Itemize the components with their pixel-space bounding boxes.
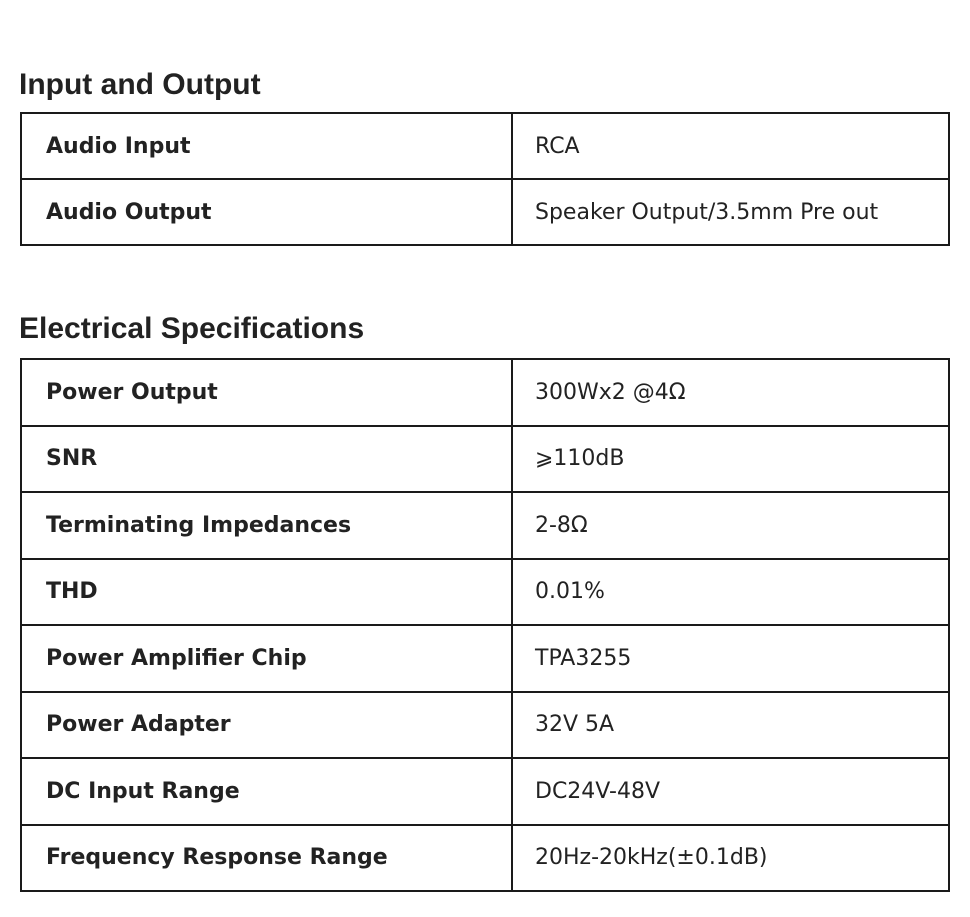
spec-label: Power Output — [21, 359, 512, 426]
spec-value: ⩾110dB — [512, 426, 949, 493]
spec-value: 300Wx2 @4Ω — [512, 359, 949, 426]
spec-label: DC Input Range — [21, 758, 512, 825]
spec-label: Frequency Response Range — [21, 825, 512, 892]
spec-value: 2-8Ω — [512, 492, 949, 559]
table-row — [21, 179, 949, 245]
spec-table-input-output — [20, 112, 950, 246]
table-row — [21, 758, 949, 825]
table-row — [21, 359, 949, 426]
spec-label: Audio Output — [21, 179, 512, 245]
table-row — [21, 625, 949, 692]
spec-value: 32V 5A — [512, 692, 949, 759]
spec-label: Audio Input — [21, 113, 512, 179]
table-row — [21, 825, 949, 892]
spec-value: TPA3255 — [512, 625, 949, 692]
spec-label: Terminating Impedances — [21, 492, 512, 559]
spec-label: Power Amplifier Chip — [21, 625, 512, 692]
table-row — [21, 113, 949, 179]
spec-label: THD — [21, 559, 512, 626]
spec-label: SNR — [21, 426, 512, 493]
spec-table-electrical — [20, 358, 950, 892]
spec-value: RCA — [512, 113, 949, 179]
spec-label: Power Adapter — [21, 692, 512, 759]
spec-value: DC24V-48V — [512, 758, 949, 825]
table-row — [21, 492, 949, 559]
table-row — [21, 426, 949, 493]
table-row — [21, 559, 949, 626]
spec-value: 20Hz-20kHz(±0.1dB) — [512, 825, 949, 892]
spec-value: Speaker Output/3.5mm Pre out — [512, 179, 949, 245]
spec-value: 0.01% — [512, 559, 949, 626]
section-title-input-output: Input and Output — [19, 68, 261, 101]
table-row — [21, 692, 949, 759]
section-title-electrical-specifications: Electrical Specifications — [19, 312, 365, 345]
